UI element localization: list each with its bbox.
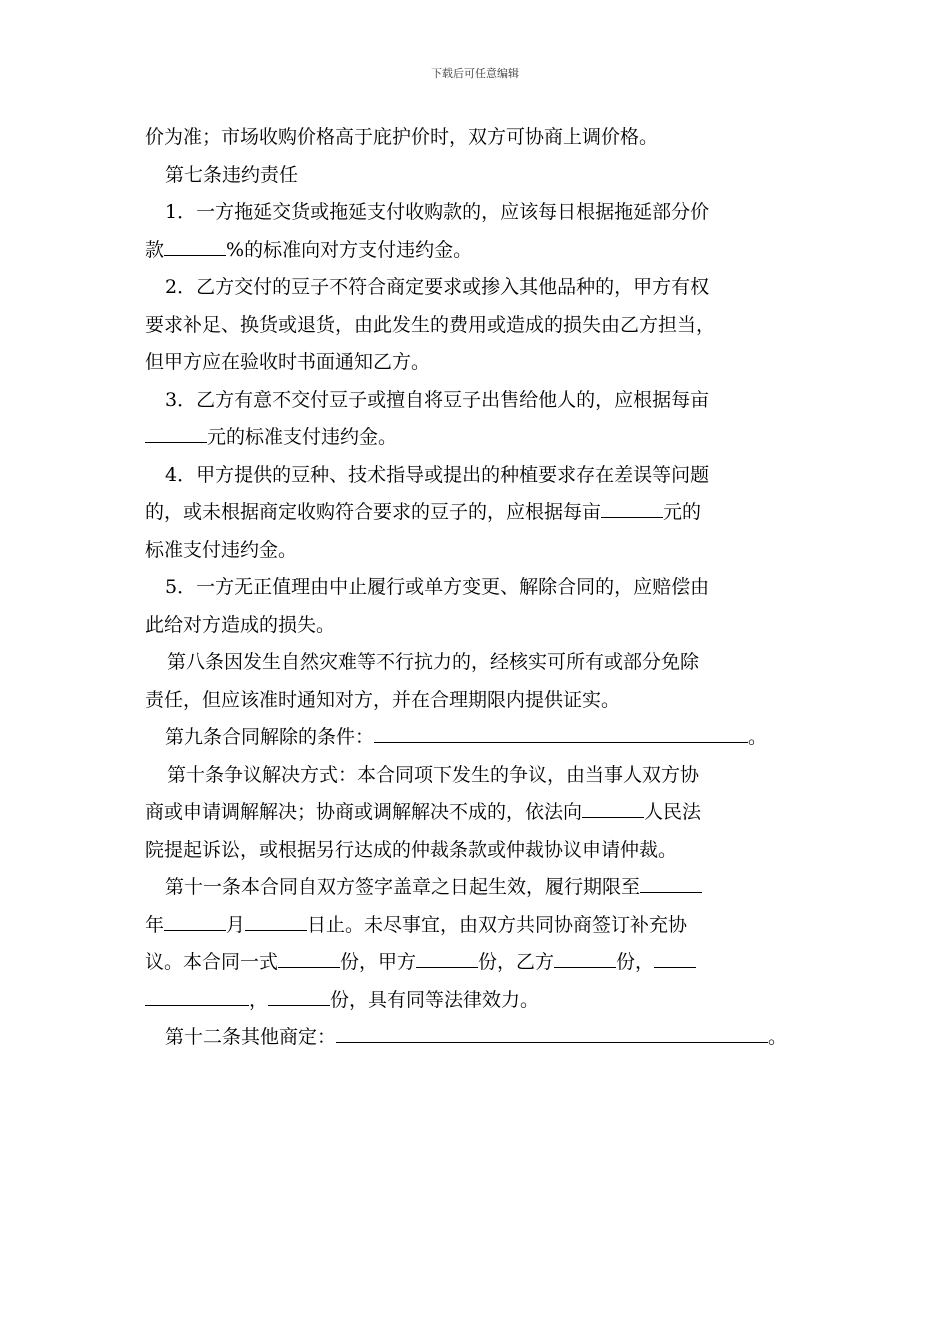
text-segment: 商或申请调解解决；协商或调解解决不成的，依法向 xyxy=(145,801,583,823)
text-segment: 。 xyxy=(768,1026,788,1048)
page-header-note: 下载后可任意编辑 xyxy=(431,67,519,80)
fill-in-blank xyxy=(336,1024,768,1043)
paragraph-line: 此给对方造成的损失。 xyxy=(145,613,336,636)
text-segment: 份，乙方 xyxy=(478,951,555,973)
paragraph-line: 5．一方无正值理由中止履行或单方变更、解除合同的，应赔偿由 xyxy=(165,576,710,598)
fill-in-blank xyxy=(416,949,478,968)
article-8-line: 第八条因发生自然灾难等不行抗力的，经核实可所有或部分免除 xyxy=(167,651,700,673)
fill-in-blank xyxy=(278,949,340,968)
text-segment: 的，或未根据商定收购符合要求的豆子的，应根据每亩 xyxy=(145,501,602,523)
paragraph-line: 要求补足、换货或退货，由此发生的费用或造成的损失由乙方担当， xyxy=(145,313,716,336)
fill-in-blank xyxy=(582,799,644,818)
text-segment: 份，甲方 xyxy=(340,951,417,973)
text-segment: 份， xyxy=(616,951,655,973)
text-segment: 议。本合同一式 xyxy=(145,951,279,973)
fill-in-blank xyxy=(654,949,696,968)
fill-in-blank xyxy=(245,912,307,931)
paragraph-line xyxy=(145,232,817,270)
article-12-line xyxy=(145,1019,817,1057)
paragraph-line xyxy=(145,494,817,532)
text-segment: 款 xyxy=(145,238,165,261)
paragraph-line xyxy=(145,419,817,457)
paragraph-line: 院提起诉讼，或根据另行达成的仲裁条款或仲裁协议申请仲裁。 xyxy=(145,838,678,861)
text-segment: 第十一条本合同自双方签字盖章之日起生效，履行期限至 xyxy=(165,876,641,898)
text-segment: 人民法 xyxy=(644,801,702,823)
fill-in-blank xyxy=(374,724,748,743)
paragraph-line: 4．甲方提供的豆种、技术指导或提出的种植要求存在差误等问题 xyxy=(165,463,710,486)
fill-in-blank xyxy=(145,987,249,1006)
text-segment: 元的标准支付违约金。 xyxy=(207,426,398,448)
document-body xyxy=(145,119,817,1057)
text-segment: 。 xyxy=(748,726,768,748)
paragraph-line xyxy=(145,794,817,832)
text-segment: 份，具有同等法律效力。 xyxy=(330,988,540,1011)
fill-in-blank xyxy=(554,949,616,968)
fill-in-blank xyxy=(145,424,207,443)
text-segment: %的标准向对方支付违约金。 xyxy=(226,238,473,261)
paragraph-line: 3．乙方有意不交付豆子或擅自将豆子出售给他人的，应根据每亩 xyxy=(165,388,710,411)
fill-in-blank xyxy=(164,237,226,256)
paragraph-line: 价为准；市场收购价格高于庇护价时，双方可协商上调价格。 xyxy=(145,126,659,148)
paragraph-line xyxy=(145,907,817,945)
article-11-line xyxy=(145,869,817,907)
text-segment: 第九条合同解除的条件： xyxy=(165,726,375,748)
fill-in-blank xyxy=(640,874,702,893)
text-segment: 年 xyxy=(145,913,165,936)
paragraph-line: 2．乙方交付的豆子不符合商定要求或掺入其他品种的，甲方有权 xyxy=(165,276,710,298)
text-segment: 元的 xyxy=(663,501,702,523)
paragraph-line xyxy=(145,944,817,982)
article-9-line xyxy=(145,719,817,757)
text-segment: 日止。未尽事宜，由双方共同协商签订补充协 xyxy=(307,913,688,936)
text-segment: 月 xyxy=(226,913,246,936)
paragraph-line: 标准支付违约金。 xyxy=(145,538,298,561)
paragraph-line: 责任，但应该准时通知对方，并在合理期限内提供证实。 xyxy=(145,688,621,711)
fill-in-blank xyxy=(164,912,226,931)
article-7-heading: 第七条违约责任 xyxy=(165,163,299,186)
fill-in-blank xyxy=(268,987,330,1006)
paragraph-line: 但甲方应在验收时书面通知乙方。 xyxy=(145,351,431,373)
fill-in-blank xyxy=(601,499,663,518)
paragraph-line: 1．一方拖延交货或拖延支付收购款的，应该每日根据拖延部分价 xyxy=(165,201,710,223)
text-segment: 第十二条其他商定： xyxy=(165,1026,337,1048)
article-10-line: 第十条争议解决方式：本合同项下发生的争议，由当事人双方协 xyxy=(167,763,700,786)
paragraph-line xyxy=(145,982,817,1020)
text-segment: ， xyxy=(249,988,269,1011)
